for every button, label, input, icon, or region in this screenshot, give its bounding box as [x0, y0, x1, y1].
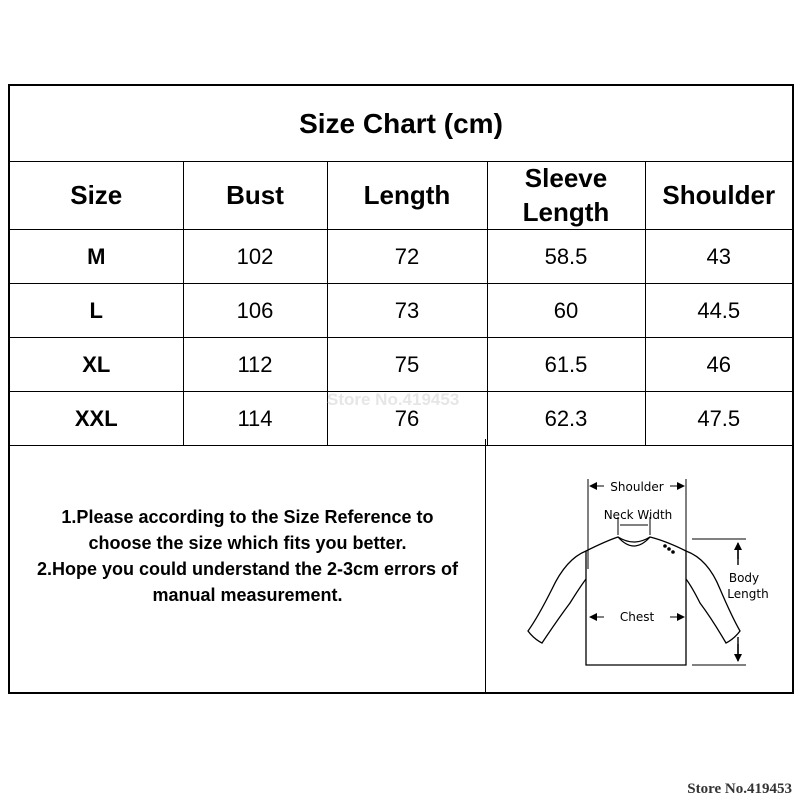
header-sleeve-length — [487, 161, 645, 230]
note-line: choose the size which fits you better. — [88, 532, 407, 553]
bust-cell: 102 — [183, 230, 327, 284]
length-cell: 72 — [327, 230, 487, 284]
size-cell: M — [10, 230, 183, 284]
label-length: Length — [727, 587, 769, 601]
size-cell: XXL — [10, 392, 183, 446]
bust-cell: 112 — [183, 338, 327, 392]
watermark: Store No.419453 — [327, 390, 460, 409]
length-cell: 73 — [327, 284, 487, 338]
shoulder-cell: 44.5 — [645, 284, 792, 338]
measurement-diagram — [486, 439, 792, 692]
bust-cell: 114 — [183, 392, 327, 446]
size-cell: XL — [10, 338, 183, 392]
header-bust: Bust — [183, 161, 327, 230]
notes-text — [23, 504, 473, 608]
footer-store-label: Store No.419453 — [687, 781, 792, 797]
label-neck-width: Neck Width — [603, 508, 673, 522]
shoulder-cell: 46 — [645, 338, 792, 392]
label-chest: Chest — [619, 610, 655, 624]
sweater-illustration — [486, 439, 792, 692]
label-body: Body — [728, 571, 760, 585]
label-shoulder: Shoulder — [610, 480, 664, 494]
chart-title: Size Chart (cm) — [10, 86, 792, 162]
shoulder-cell: 43 — [645, 230, 792, 284]
note-line: 2.Hope you could understand the 2-3cm errors of — [36, 558, 459, 579]
header-size: Size — [10, 161, 183, 230]
note-line: manual measurement. — [152, 584, 343, 605]
length-cell: 76 — [327, 392, 487, 446]
shoulder-cell: 47.5 — [645, 392, 792, 446]
header-row — [10, 161, 792, 230]
sleeve-cell: 62.3 — [487, 392, 645, 446]
left-sleeve — [528, 551, 586, 643]
header-length: Length — [327, 161, 487, 230]
sleeve-cell: 60 — [487, 284, 645, 338]
sleeve-cell: 58.5 — [487, 230, 645, 284]
size-chart — [8, 84, 794, 694]
table-row — [10, 338, 792, 392]
header-shoulder: Shoulder — [645, 161, 792, 230]
header-sleeve-length-text: Sleeve Length — [522, 163, 610, 227]
table-row — [10, 284, 792, 338]
notes-section — [10, 439, 486, 692]
bust-cell: 106 — [183, 284, 327, 338]
note-line: 1.Please according to the Size Reference to — [61, 506, 434, 527]
size-cell: L — [10, 284, 183, 338]
sweater-body — [586, 537, 686, 665]
length-cell: 75 — [327, 338, 487, 392]
table-row — [10, 230, 792, 284]
sleeve-cell: 61.5 — [487, 338, 645, 392]
